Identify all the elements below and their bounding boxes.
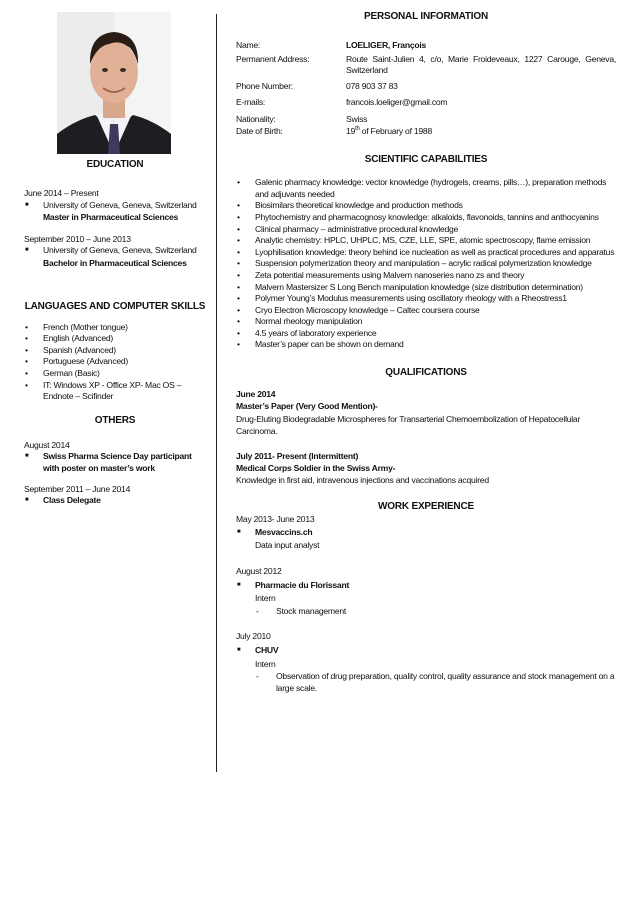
others-entry	[24, 440, 206, 475]
qualification-desc: Drug-Eluting Biodegradable Microspheres for Transarterial Chemoembolization of Hepatocellular Carcinoma.	[236, 414, 581, 436]
others-item: ■ Class Delegate	[25, 495, 101, 506]
name-row	[236, 40, 616, 52]
qualification-entry	[236, 389, 616, 437]
phone-value: 078 903 37 83	[346, 80, 398, 91]
list-item: • Cryo Electron Microscopy knowledge – Caltec coursera course	[237, 304, 480, 315]
others-dates: September 2011 – June 2014	[24, 483, 131, 494]
others-entry	[24, 484, 206, 507]
education-school: ■ University of Geneva, Geneva, Switzerland	[25, 245, 197, 256]
list-item: • Malvern Mastersizer S Long Bench manipulation knowledge (size distribution determination)	[237, 281, 583, 292]
work-company: ■ Mesvaccins.ch	[237, 526, 313, 537]
name-label: Name:	[236, 40, 261, 50]
list-item: • Zeta potential measurements using Malvern nanoseries nano zs and theory	[237, 269, 525, 280]
work-company: ■ CHUV	[237, 644, 279, 655]
work-company: ■ Pharmacie du Florissant	[237, 579, 350, 590]
work-dates: August 2012	[236, 566, 282, 576]
education-dates: June 2014 – Present	[24, 188, 99, 198]
education-degree: Master in Pharmaceutical Sciences	[43, 212, 179, 223]
profile-photo	[57, 12, 171, 154]
dob-value: 19th of February of 1988	[346, 125, 432, 136]
work-dates: July 2010	[236, 631, 271, 642]
dob-row	[236, 126, 616, 138]
work-entry	[236, 566, 616, 617]
work-role: Data input analyst	[255, 540, 320, 551]
qualification-entry	[236, 451, 616, 486]
education-entry	[24, 188, 206, 224]
scientific-heading: SCIENTIFIC CAPABILITIES	[364, 154, 488, 166]
education-dates: September 2010 – June 2013	[24, 233, 131, 244]
personal-heading: PERSONAL INFORMATION	[364, 11, 488, 22]
phone-label: Phone Number:	[236, 80, 293, 91]
phone-row	[236, 81, 616, 93]
list-item: • Analytic chemistry: HPLC, UHPLC, MS, CZE, LLE, SPE, atomic spectroscopy, flame emission	[237, 235, 591, 246]
nationality-label: Nationality:	[236, 113, 276, 124]
work-task: - Observation of drug preparation, quality control, quality assurance and stock management on a large scale.	[256, 671, 615, 693]
list-item: • French (Mother tongue)	[25, 321, 128, 332]
email-row	[236, 97, 616, 109]
list-item: • Spanish (Advanced)	[25, 344, 116, 355]
languages-heading: LANGUAGES AND COMPUTER SKILLS	[24, 300, 206, 312]
list-item: • 4.5 years of laboratory experience	[237, 327, 377, 338]
list-item: • Suspension polymerization theory and manipulation – acrylic radical polymerization knowledge	[237, 258, 592, 269]
education-degree: Bachelor in Pharmaceutical Sciences	[43, 257, 187, 268]
address-label: Permanent Address:	[236, 53, 310, 64]
qualification-title: Master’s Paper (Very Good Mention)-	[236, 400, 378, 411]
work-heading: WORK EXPERIENCE	[378, 501, 474, 513]
languages-list	[24, 322, 206, 403]
list-item: • Galenic pharmacy knowledge: vector knowledge (hydrogels, creams, pills…), preparation methods and adjuvants needed	[237, 177, 607, 199]
column-divider	[216, 14, 217, 772]
work-entry	[236, 631, 616, 694]
work-task: - Stock management	[256, 605, 347, 616]
others-item: ■ Swiss Pharma Science Day participant with poster on master’s work	[25, 451, 192, 473]
email-label: E-mails:	[236, 97, 266, 108]
work-role: Intern	[255, 593, 276, 604]
email-value[interactable]: francois.loeliger@gmail.com	[346, 97, 448, 108]
list-item: • Biosimilars theoretical knowledge and production methods	[237, 200, 463, 211]
scientific-list	[236, 177, 616, 351]
work-dates: May 2013- June 2013	[236, 514, 315, 525]
education-entry	[24, 234, 206, 270]
list-item: • Normal rheology manipulation	[237, 316, 363, 327]
qualification-date: July 2011- Present (Intermittent)	[236, 451, 359, 462]
qualifications-heading: QUALIFICATIONS	[385, 367, 467, 379]
left-column	[24, 158, 206, 507]
name-value: LOELIGER, François	[346, 40, 427, 50]
list-item: • Master’s paper can be shown on demand	[237, 339, 404, 350]
list-item: • Lyophilisation knowledge: theory behind ice nucleation as well as practical procedures and apparatus	[237, 246, 615, 257]
list-item: • IT: Windows XP - Office XP- Mac OS – Endnote – Scifinder	[25, 379, 182, 402]
list-item: • English (Advanced)	[25, 333, 114, 344]
right-column	[236, 10, 616, 694]
list-item: • German (Basic)	[25, 367, 100, 378]
portrait-illustration	[57, 12, 171, 154]
list-item: • Polymer Young’s Modulus measurements using oscillatory rheology with a Rheostress1	[237, 293, 567, 304]
address-value: Route Saint-Julien 4, c/o, Marie Froideveaux, 1227 Carouge, Geneva, Switzerland	[346, 53, 616, 76]
education-school: ■ University of Geneva, Geneva, Switzerland	[25, 199, 197, 210]
personal-info	[236, 40, 616, 137]
work-role: Intern	[255, 658, 276, 669]
list-item: • Phytochemistry and pharmacognosy knowledge: alkaloids, flavonoids, tannins and anthocyanins	[237, 211, 599, 222]
dob-label: Date of Birth:	[236, 125, 283, 136]
others-dates: August 2014	[24, 439, 70, 450]
education-heading: EDUCATION	[86, 159, 144, 170]
nationality-row	[236, 114, 616, 126]
nationality-value: Swiss	[346, 113, 368, 124]
list-item: • Portuguese (Advanced)	[25, 356, 129, 367]
others-heading: OTHERS	[94, 414, 136, 426]
qualification-date: June 2014	[236, 389, 276, 400]
list-item: • Clinical pharmacy – administrative procedural knowledge	[237, 223, 459, 234]
address-row	[236, 54, 616, 77]
work-entry	[236, 514, 616, 552]
qualification-title: Medical Corps Soldier in the Swiss Army-	[236, 463, 396, 474]
qualification-desc: Knowledge in first aid, intravenous injections and vaccinations acquired	[236, 474, 489, 485]
